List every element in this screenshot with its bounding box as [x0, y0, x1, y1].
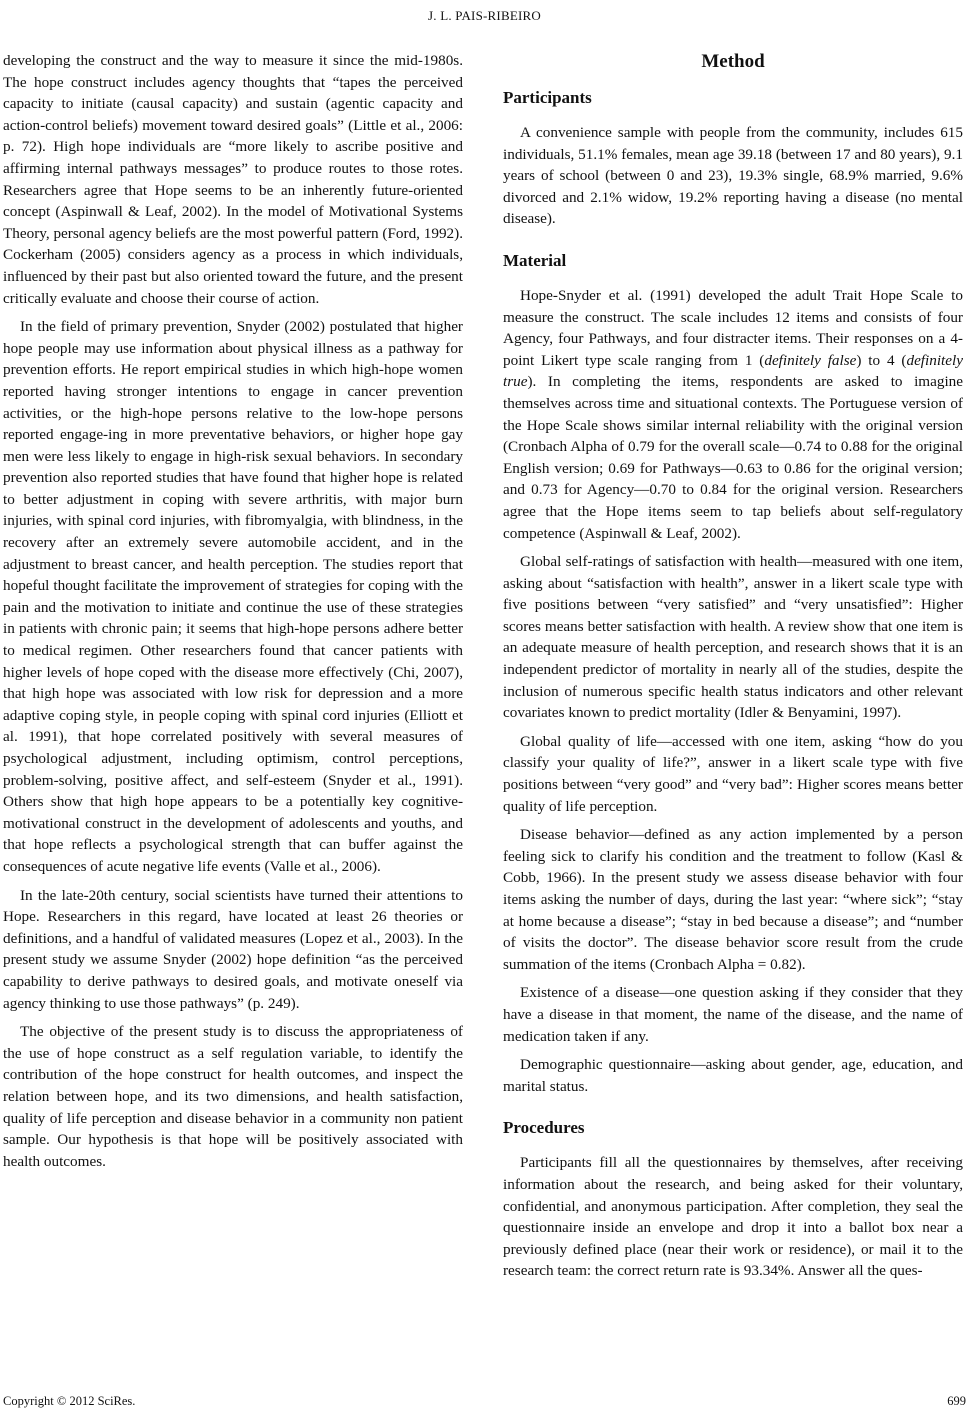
left-column [3, 50, 463, 1179]
participants-heading: Participants [503, 88, 592, 107]
body-paragraph: developing the construct and the way to measure it since the mid-1980s. The hope construct includes agency thoughts that “tapes the perceived capacity to initiate (causal capacity) and sustain (agentic capacity and action-control beliefs) movement toward desired goals” (Little et al., 2006: p. 72). High hope individuals are “more likely to ascribe positive and affirming internal pathways messages” to produce routes to those rotes. Researchers agree that Hope seems to be an inherently future-oriented concept (Aspinwall & Leaf, 2002). In the model of Motivational Systems Theory, personal agency beliefs are the most powerful pattern (Ford, 1992). Cockerham (2005) considers agency as a process in which individuals, influenced by their past but also oriented toward the future, and the present critically evaluate and choose their course of action. [3, 52, 463, 307]
copyright-notice: Copyright © 2012 SciRes. [3, 1394, 136, 1408]
body-paragraph: In the field of primary prevention, Snyder (2002) postulated that higher hope people may use information about physical illness as a pathway for prevention efforts. He report empirical studies in which high-hope women reported having stronger intentions to engage in cancer prevention activities, or the high-hope persons relative to the low-hope persons reported engage-ing in more preventative behaviors, or higher hope gay men were less likely to engage in high-risk sexual behaviors. In secondary prevention also reported studies that have found that higher hope is related to better adjustment in coping with severe arthritis, with major burn injuries, with spinal cord injuries, with fibromyalgia, with blindness, in the recovery after an extremely severe automobile accident, and in the adjustment to breast cancer, and health perception. The studies report that hopeful thought facilitate the improvement of strategies for coping with the pain and the motivation to initiate and continue the use of these strategies in patients with chronic pain; it seems that high-hope persons adhere better to medical regimen. Other researchers found that cancer patients with higher levels of hope coped with the disease more effectively (Chi, 2007), that high hope was associated with low risk for depression and a more adaptive coping style, in people coping with spinal cord injuries (Elliott et al. 1991), that hope correlated positively with several measures of psychological adjustment, including optimism, control perceptions, problem-solving, positive affect, and self-esteem (Snyder et al., 1991). Others show that high hope appears to be a potentially key cognitive-motivational construct in the development of adolescents and youths, and that hope reflects a psychological strength that can buffer against the consequences of acute negative life events (Valle et al., 2006). [3, 318, 463, 875]
italic-term: definitely true [503, 351, 963, 391]
procedures-heading: Procedures [503, 1118, 585, 1138]
body-paragraph: In the late-20th century, social scientists have turned their attentions to Hope. Researchers in this regard, have located at least 26 theories or definitions, and a handful of validated measures (Lopez et al., 2003). In the present study we assume Snyder (2002) hope definition “as the perceived capability to derive pathways to desired goals, and motivate oneself via agency thinking to use those pathways” (p. 249). [3, 886, 463, 1012]
method-heading: Method [701, 51, 765, 72]
running-head: J. L. PAIS-RIBEIRO [428, 8, 541, 23]
right-column [503, 48, 963, 1289]
italic-term: definitely false [764, 351, 857, 369]
text-run: ). In completing the items, respondents are asked to imagine themselves across time and situational contexts. The Portuguese version of the Hope Scale shows similar internal reliability with the original version (Cronbach Alpha of 0.79 for the overall scale—0.74 to 0.88 for the original English version; 0.69 for Pathways—0.63 to 0.86 for the original version; and 0.73 for Agency—0.70 to 0.84 for the original version. Researchers agree that the Hope items seem to tap beliefs about self-regulatory competence (Aspinwall & Leaf, 2002). [503, 373, 963, 542]
text-run: ) to 4 ( [856, 351, 907, 369]
hope-scale-paragraph [503, 285, 963, 544]
body-paragraph: Participants fill all the questionnaires by themselves, after receiving information about the research, and being asked for their voluntary, confidential, and anonymous participation. After completion, they seal the questionnaire inside an envelope and drop it into a ballot box near a previously defined place (near their work or residence), or mail it to the research team: the correct return rate is 93.34%. Answer all the ques- [503, 1154, 963, 1280]
body-paragraph: Existence of a disease—one question asking if they consider that they have a disease in that moment, the name of the disease, and the name of medication taken if any. [503, 984, 963, 1045]
body-paragraph: The objective of the present study is to discuss the appropriateness of the use of hope construct as a self regulation variable, to identify the contribution of the hope construct for health outcomes, and inspect the relation between hope, and its two dimensions, and health satisfaction, quality of life perception and disease behavior in a community non patient sample. Our hypothesis is that hope will be positively associated with health outcomes. [3, 1023, 463, 1170]
text-run: Hope-Snyder et al. (1991) developed the adult Trait Hope Scale to measure the construct. The scale includes 12 items and consists of four Agency, four Pathways, and four distracter items. Their responses on a 4-point Likert type scale ranging from 1 ( [503, 286, 963, 369]
page-footer [3, 1394, 966, 1409]
page-number: 699 [947, 1394, 966, 1408]
body-paragraph: Global self-ratings of satisfaction with health—measured with one item, asking about “satisfaction with health”, answer in a likert scale type with five positions between “very satisfied” and “very unsatisfied”: Higher scores means better satisfaction with health. A review show that one item is an adequate measure of health perception, and research shows that it is an independent predictor of mortality in nearly all of the studies, despite the inclusion of numerous specific health status indicators and other relevant covariates known to predict mortality (Idler & Benyamini, 1997). [503, 553, 963, 722]
body-paragraph: Global quality of life—accessed with one item, asking “how do you classify your quality of life?”, answer in a likert scale type with five positions between “very good” and “very bad”: Higher scores means better quality of life perception. [503, 732, 963, 815]
body-paragraph: A convenience sample with people from the community, includes 615 individuals, 51.1% females, mean age 39.18 (between 17 and 80 years), 9.1 years of school (between 0 and 23), 19.3% single, 68.9% married, 9.6% divorced and 2.1% widow, 19.2% reporting having a disease (no mental disease). [503, 124, 963, 228]
body-paragraph: Disease behavior—defined as any action implemented by a person feeling sick to clarify his condition and the treatment to follow (Kasl & Cobb, 1966). In the present study we assess disease behavior with four items asking the number of days, during the last year: “where sick”; “stay at home because a disease”; “stay in bed because a disease”; and “number of visits the doctor”. The disease behavior score result from the crude summation of the items (Cronbach Alpha = 0.82). [503, 826, 963, 973]
material-heading: Material [503, 250, 567, 270]
body-paragraph: Demographic questionnaire—asking about gender, age, education, and marital status. [503, 1056, 963, 1095]
